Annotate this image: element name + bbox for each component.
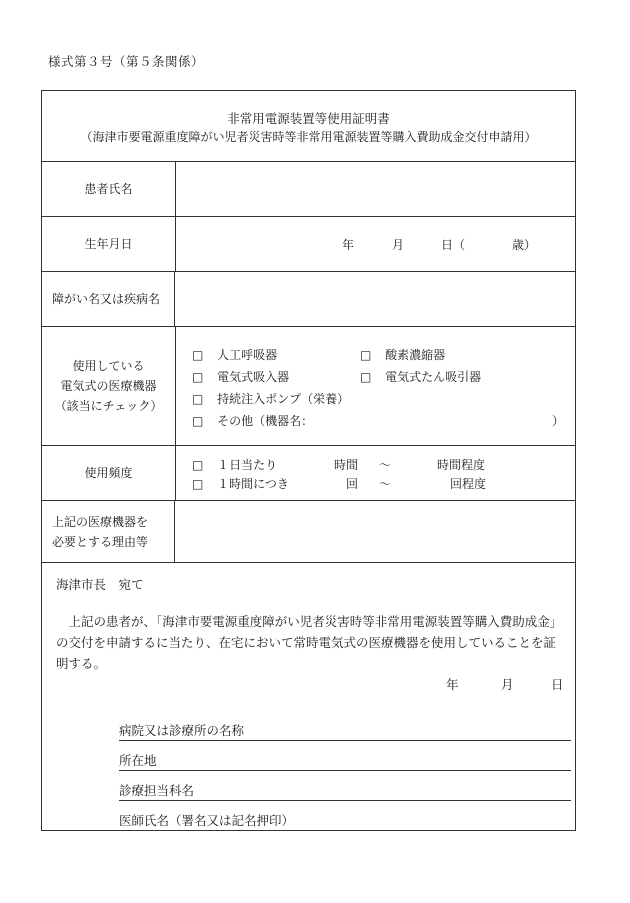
disability-field[interactable] [176, 272, 575, 326]
reason-row [42, 501, 575, 563]
form-title-block [42, 91, 575, 162]
option-suction[interactable] [360, 368, 481, 385]
patient-name-field[interactable] [176, 162, 575, 216]
reason-label-line: 必要とする理由等 [52, 534, 149, 549]
form-number: 様式第３号（第５条関係） [48, 54, 205, 69]
checkbox-icon[interactable]: □ [192, 458, 204, 472]
frequency-option-label: １時間につき [217, 477, 289, 491]
option-label: 人工呼吸器 [217, 348, 278, 362]
signature-line-address[interactable]: 所在地 [119, 753, 571, 771]
reason-label [42, 501, 175, 562]
frequency-row [42, 446, 575, 501]
checkbox-icon[interactable]: □ [192, 370, 204, 384]
option-label: 持続注入ポンプ（栄養） [217, 392, 350, 406]
hours-approx-unit: 時間程度 [437, 458, 486, 472]
option-oxygen-concentrator[interactable] [360, 346, 445, 363]
times-approx-unit: 回程度 [450, 477, 487, 491]
option-other[interactable] [192, 412, 313, 429]
checkbox-icon[interactable]: □ [192, 414, 204, 428]
birth-date-label: 生年月日 [42, 217, 176, 271]
addressee: 海津市長 宛て [56, 577, 144, 592]
option-label: 電気式吸入器 [217, 370, 290, 384]
certification-area [42, 563, 575, 830]
certificate-form [41, 90, 576, 831]
checkbox-icon[interactable]: □ [192, 477, 204, 491]
checkbox-icon[interactable]: □ [360, 348, 372, 362]
frequency-option-label: １日当たり [217, 458, 278, 472]
frequency-per-day[interactable] [192, 456, 277, 473]
cert-day-unit: 日 [551, 677, 564, 692]
patient-name-row [42, 162, 575, 217]
option-label: 電気式たん吸引器 [385, 370, 482, 384]
certification-text: 上記の患者が、「海津市要電源重度障がい児者災害時等非常用電源装置等購入費助成金」の交付を申請するに当たり、在宅において常時電気式の医療機器を使用していることを証明する。 [56, 614, 563, 671]
reason-field[interactable] [176, 501, 575, 562]
signature-line-department[interactable]: 診療担当科名 [119, 783, 571, 801]
times-unit: 回 [346, 477, 359, 491]
other-close-paren: ） [552, 414, 565, 428]
birth-date-row [42, 217, 575, 272]
range-tilde: ～ [379, 477, 392, 491]
devices-label-line: 使用している [72, 359, 145, 373]
frequency-options [176, 446, 575, 500]
frequency-per-hour[interactable] [192, 475, 289, 492]
birth-day-unit: 日（ [441, 238, 466, 252]
reason-label-line: 上記の医療機器を [52, 514, 149, 529]
checkbox-icon[interactable]: □ [192, 392, 204, 406]
devices-options [176, 327, 575, 445]
devices-label [42, 327, 176, 445]
age-unit: 歳） [512, 238, 537, 252]
devices-label-line: 電気式の医療機器 [60, 379, 157, 393]
birth-year-unit: 年 [342, 238, 355, 252]
checkbox-icon[interactable]: □ [360, 370, 372, 384]
option-label: その他（機器名： [217, 414, 314, 428]
range-tilde: ～ [379, 458, 392, 472]
hours-unit: 時間 [334, 458, 359, 472]
patient-name-label: 患者氏名 [42, 162, 176, 216]
disability-row [42, 272, 575, 327]
frequency-label: 使用頻度 [42, 446, 176, 500]
form-subtitle: （海津市要電源重度障がい児者災害時等非常用電源装置等購入費助成金交付申請用） [80, 130, 537, 144]
birth-month-unit: 月 [392, 238, 405, 252]
option-infusion-pump[interactable] [192, 390, 349, 407]
devices-row [42, 327, 575, 446]
signature-line-doctor[interactable]: 医師氏名（署名又は記名押印） [119, 813, 571, 831]
option-label: 酸素濃縮器 [385, 348, 446, 362]
checkbox-icon[interactable]: □ [192, 348, 204, 362]
cert-month-unit: 月 [501, 677, 514, 692]
birth-date-field[interactable] [176, 217, 575, 271]
devices-label-line: （該当にチェック） [54, 399, 163, 413]
signature-line-hospital[interactable]: 病院又は診療所の名称 [119, 723, 571, 741]
option-inhaler[interactable] [192, 368, 289, 385]
form-title: 非常用電源装置等使用証明書 [227, 111, 390, 126]
option-ventilator[interactable] [192, 346, 277, 363]
disability-label: 障がい名又は疾病名 [42, 272, 175, 326]
cert-year-unit: 年 [446, 677, 459, 692]
